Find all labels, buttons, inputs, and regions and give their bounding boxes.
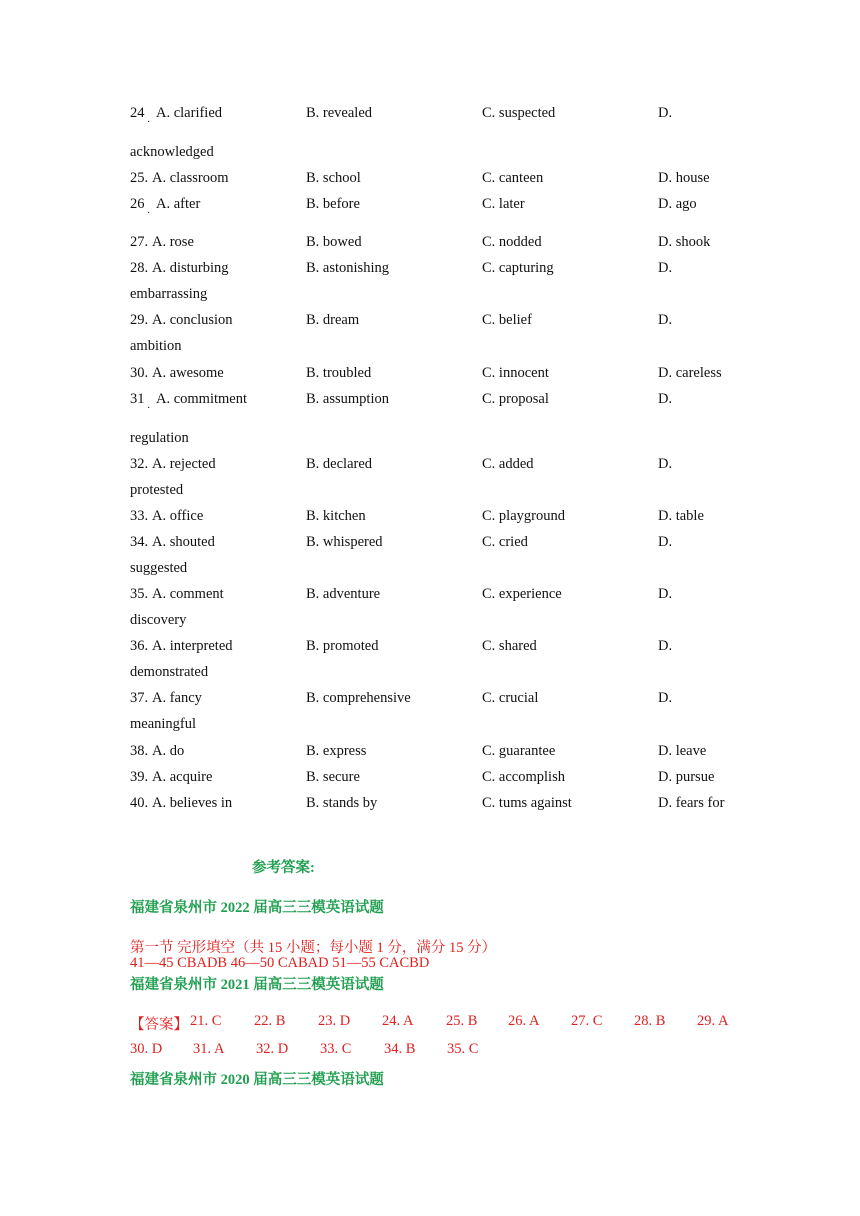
option-d-continued: regulation: [130, 430, 189, 446]
option-d: D.: [658, 391, 673, 407]
answer-heading: 参考答案:: [252, 860, 315, 876]
title-2021: 福建省泉州市 2021 届高三三模英语试题: [130, 977, 384, 993]
question-row: [130, 638, 770, 680]
option-d: D.: [658, 586, 673, 602]
number-dot: ·: [147, 403, 151, 414]
question-number: 26: [130, 196, 145, 212]
option-a: A. awesome: [152, 365, 224, 381]
option-d: D.: [658, 690, 673, 706]
option-c: C. later: [482, 196, 525, 212]
question-row: [130, 743, 770, 767]
option-b: B. troubled: [306, 365, 372, 381]
option-d: D.: [658, 534, 673, 550]
answer-item: 35. C: [447, 1041, 479, 1057]
option-b: B. astonishing: [306, 260, 389, 276]
option-b: B. bowed: [306, 234, 362, 250]
option-d-continued: discovery: [130, 612, 187, 628]
question-row: [130, 105, 770, 160]
question-number: 38.: [130, 743, 149, 759]
option-b: B. comprehensive: [306, 690, 411, 706]
option-a: A. comment: [152, 586, 224, 602]
option-c: C. added: [482, 456, 534, 472]
option-b: B. adventure: [306, 586, 381, 602]
key-2021-label: 【答案】: [130, 1017, 188, 1033]
number-dot: ·: [147, 117, 151, 128]
question-number: 28.: [130, 260, 149, 276]
question-row: [130, 312, 770, 354]
option-b: B. whispered: [306, 534, 383, 550]
question-row: [130, 234, 770, 258]
question-number: 37.: [130, 690, 149, 706]
option-b: B. school: [306, 170, 361, 186]
option-a: A. rejected: [152, 456, 216, 472]
option-c: C. nodded: [482, 234, 542, 250]
option-c: C. playground: [482, 508, 565, 524]
option-a: A. disturbing: [152, 260, 229, 276]
option-a: A. interpreted: [152, 638, 233, 654]
section-2022: 第一节 完形填空（共 15 小题；每小题 1 分，满分 15 分）: [130, 940, 497, 956]
option-a: A. classroom: [152, 170, 229, 186]
option-a: A. believes in: [152, 795, 233, 811]
answer-item: 26. A: [508, 1013, 540, 1029]
question-number: 32.: [130, 456, 149, 472]
option-c: C. guarantee: [482, 743, 556, 759]
option-d-continued: acknowledged: [130, 144, 214, 160]
answer-item: 21. C: [190, 1013, 222, 1029]
option-d: D. table: [658, 508, 704, 524]
answer-item: 34. B: [384, 1041, 416, 1057]
question-row: [130, 391, 770, 446]
option-a: A. acquire: [152, 769, 213, 785]
question-number: 24: [130, 105, 145, 121]
question-row: [130, 365, 770, 389]
question-number: 35.: [130, 586, 149, 602]
option-b: B. express: [306, 743, 367, 759]
option-b: B. before: [306, 196, 360, 212]
answer-item: 27. C: [571, 1013, 603, 1029]
answer-item: 32. D: [256, 1041, 289, 1057]
answer-item: 25. B: [446, 1013, 478, 1029]
option-c: C. proposal: [482, 391, 549, 407]
title-2022: 福建省泉州市 2022 届高三三模英语试题: [130, 900, 384, 916]
option-d: D. leave: [658, 743, 707, 759]
question-number: 30.: [130, 365, 149, 381]
option-d-continued: suggested: [130, 560, 188, 576]
option-c: C. cried: [482, 534, 528, 550]
option-c: C. canteen: [482, 170, 544, 186]
question-row: [130, 534, 770, 576]
option-c: C. belief: [482, 312, 532, 328]
option-d-continued: meaningful: [130, 716, 197, 732]
option-c: C. shared: [482, 638, 537, 654]
option-a: A. after: [156, 196, 201, 212]
option-b: B. stands by: [306, 795, 378, 811]
option-c: C. accomplish: [482, 769, 565, 785]
option-b: B. assumption: [306, 391, 389, 407]
question-number: 31: [130, 391, 145, 407]
key-2022: 41—45 CBADB 46—50 CABAD 51—55 CACBD: [130, 955, 430, 971]
option-d: D. fears for: [658, 795, 725, 811]
option-a: A. conclusion: [152, 312, 233, 328]
question-number: 34.: [130, 534, 149, 550]
answer-item: 24. A: [382, 1013, 414, 1029]
option-d: D.: [658, 456, 673, 472]
question-number: 40.: [130, 795, 149, 811]
answer-item: 30. D: [130, 1041, 163, 1057]
question-number: 39.: [130, 769, 149, 785]
option-d: D.: [658, 260, 673, 276]
option-c: C. suspected: [482, 105, 556, 121]
option-d-continued: ambition: [130, 338, 182, 354]
option-d: D. shook: [658, 234, 711, 250]
number-dot: ·: [147, 208, 151, 219]
option-d: D. ago: [658, 196, 697, 212]
option-d: D.: [658, 312, 673, 328]
option-c: C. innocent: [482, 365, 549, 381]
option-a: A. fancy: [152, 690, 202, 706]
option-b: B. kitchen: [306, 508, 366, 524]
question-number: 29.: [130, 312, 149, 328]
option-d: D.: [658, 105, 673, 121]
question-row: [130, 170, 770, 194]
answer-item: 23. D: [318, 1013, 351, 1029]
option-d-continued: embarrassing: [130, 286, 208, 302]
option-b: B. declared: [306, 456, 373, 472]
answer-item: 22. B: [254, 1013, 286, 1029]
option-c: C. tums against: [482, 795, 572, 811]
option-d: D. house: [658, 170, 710, 186]
option-d: D.: [658, 638, 673, 654]
question-number: 36.: [130, 638, 149, 654]
option-d: D. careless: [658, 365, 722, 381]
option-b: B. secure: [306, 769, 360, 785]
question-row: [130, 196, 770, 220]
question-row: [130, 508, 770, 532]
question-row: [130, 769, 770, 793]
title-2020: 福建省泉州市 2020 届高三三模英语试题: [130, 1072, 384, 1088]
question-row: [130, 586, 770, 628]
answer-item: 31. A: [193, 1041, 225, 1057]
answer-item: 33. C: [320, 1041, 352, 1057]
question-row: [130, 260, 770, 302]
option-d-continued: demonstrated: [130, 664, 209, 680]
question-row: [130, 690, 770, 732]
question-number: 27.: [130, 234, 149, 250]
option-d-continued: protested: [130, 482, 184, 498]
option-d: D. pursue: [658, 769, 715, 785]
question-row: [130, 456, 770, 498]
option-c: C. capturing: [482, 260, 554, 276]
option-a: A. shouted: [152, 534, 215, 550]
question-row: [130, 795, 770, 819]
answer-item: 29. A: [697, 1013, 729, 1029]
option-c: C. experience: [482, 586, 562, 602]
option-b: B. revealed: [306, 105, 373, 121]
option-a: A. do: [152, 743, 185, 759]
option-a: A. rose: [152, 234, 194, 250]
option-c: C. crucial: [482, 690, 539, 706]
question-number: 25.: [130, 170, 149, 186]
option-b: B. dream: [306, 312, 360, 328]
question-number: 33.: [130, 508, 149, 524]
option-b: B. promoted: [306, 638, 379, 654]
option-a: A. office: [152, 508, 204, 524]
option-a: A. clarified: [156, 105, 223, 121]
option-a: A. commitment: [156, 391, 248, 407]
answer-item: 28. B: [634, 1013, 666, 1029]
